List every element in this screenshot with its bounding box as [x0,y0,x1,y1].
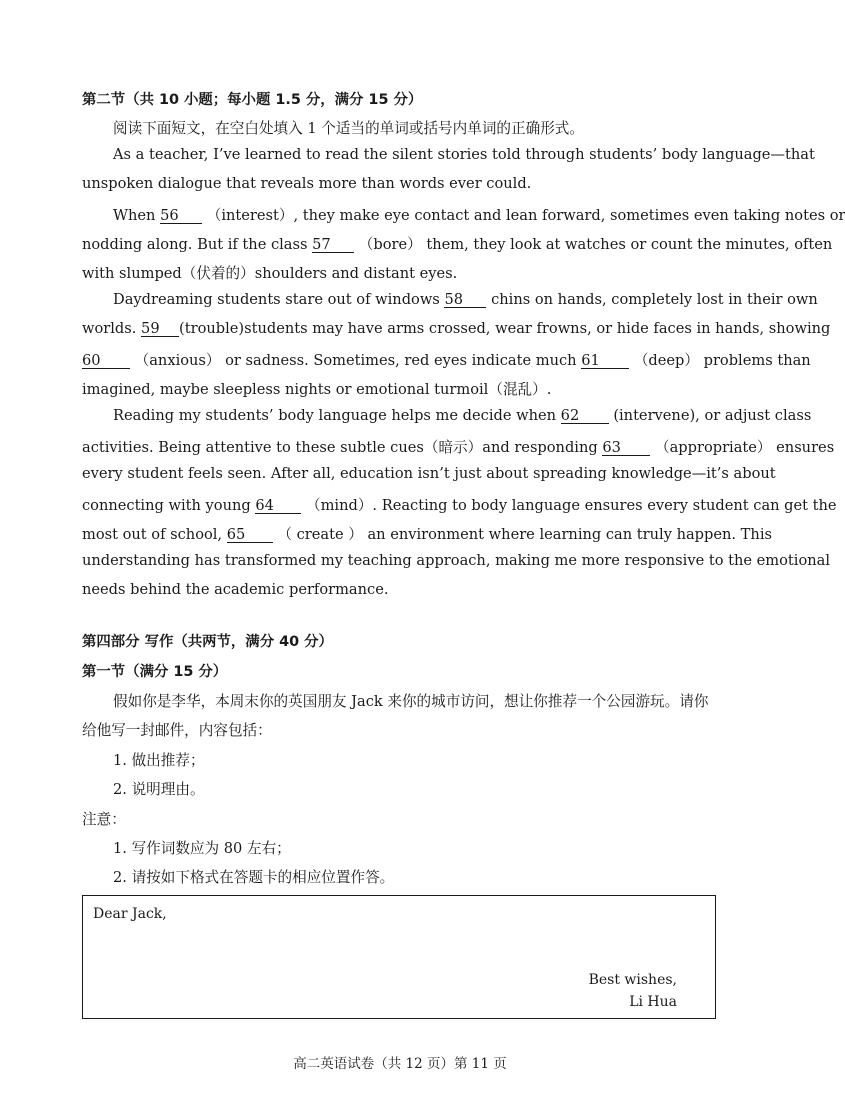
passage-line: needs behind the academic performance. [82,581,389,598]
passage-line [82,436,835,457]
blank-61[interactable]: 61 [581,353,629,369]
page-footer: 高二英语试卷（共 12 页）第 11 页 [293,1056,507,1072]
passage-line [82,494,837,515]
letter-closing: Best wishes, [588,972,677,988]
letter-signature: Li Hua [629,994,677,1010]
requirement-item: 2. 说明理由。 [113,781,205,798]
text: （bore） them, they look at watches or count the minutes, often [358,236,833,253]
section2-heading: 第二节（共 10 小题；每小题 1.5 分，满分 15 分） [82,92,423,108]
blank-64[interactable]: 64 [255,498,301,514]
passage-line: with slumped（伏着的）shoulders and distant eyes. [82,265,458,282]
prompt-line: 给他写一封邮件，内容包括： [82,722,272,739]
blank-62[interactable]: 62 [561,408,609,424]
passage-line: As a teacher, I’ve learned to read the silent stories told through students’ body language—that [113,146,815,163]
note-item: 2. 请按如下格式在答题卡的相应位置作答。 [113,869,395,886]
text: （anxious） or sadness. Sometimes, red eyes indicate much [134,352,577,369]
text: worlds. [82,320,137,337]
text: （deep） problems than [633,352,811,369]
passage-line [82,233,833,254]
text: When [113,207,156,224]
passage-line: unspoken dialogue that reveals more than words ever could. [82,175,532,192]
passage-line [82,320,831,337]
note-label: 注意： [82,811,126,828]
text: （mind）. Reacting to body language ensures every student can get the [306,497,837,514]
passage-line [113,407,812,424]
blank-60[interactable]: 60 [82,353,130,369]
text: most out of school, [82,526,223,543]
section2-instruction: 阅读下面短文，在空白处填入 1 个适当的单词或括号内单词的正确形式。 [113,120,584,137]
part4-heading: 第四部分 写作（共两节，满分 40 分） [82,634,333,650]
prompt-line: 假如你是李华，本周末你的英国朋友 Jack 来你的城市访问，想让你推荐一个公园游玩。请你 [113,693,709,710]
passage-line [113,291,818,308]
blank-63[interactable]: 63 [602,440,650,456]
text: Reading my students’ body language helps me decide when [113,407,557,424]
blank-57[interactable]: 57 [312,237,354,253]
text: Daydreaming students stare out of windows [113,291,440,308]
passage-line: imagined, maybe sleepless nights or emotional turmoil（混乱）. [82,381,552,398]
passage-line [113,204,845,225]
letter-answer-box[interactable] [82,895,716,1019]
blank-56[interactable]: 56 [160,208,202,224]
requirement-item: 1. 做出推荐； [113,752,205,769]
section1-heading: 第一节（满分 15 分） [82,664,228,680]
passage-line [82,349,811,370]
text: （appropriate） ensures [655,439,835,456]
passage-line [82,523,772,544]
letter-greeting: Dear Jack, [93,906,167,922]
text: (trouble)students may have arms crossed, wear frowns, or hide faces in hands, showing [179,320,831,337]
text: connecting with young [82,497,251,514]
blank-58[interactable]: 58 [444,292,486,308]
text: chins on hands, completely lost in their own [491,291,818,308]
passage-line: understanding has transformed my teaching approach, making me more responsive to the emotional [82,552,831,569]
note-item: 1. 写作词数应为 80 左右； [113,840,291,857]
text: （ create ） an environment where learning can truly happen. This [277,526,772,543]
blank-59[interactable]: 59 [141,321,179,337]
text: nodding along. But if the class [82,236,308,253]
blank-65[interactable]: 65 [227,527,273,543]
text: activities. Being attentive to these subtle cues（暗示）and responding [82,439,598,456]
passage-line: every student feels seen. After all, education isn’t just about spreading knowledge—it’s about [82,465,776,482]
text: （interest）, they make eye contact and lean forward, sometimes even taking notes or [206,207,845,224]
text: (intervene), or adjust class [613,407,812,424]
